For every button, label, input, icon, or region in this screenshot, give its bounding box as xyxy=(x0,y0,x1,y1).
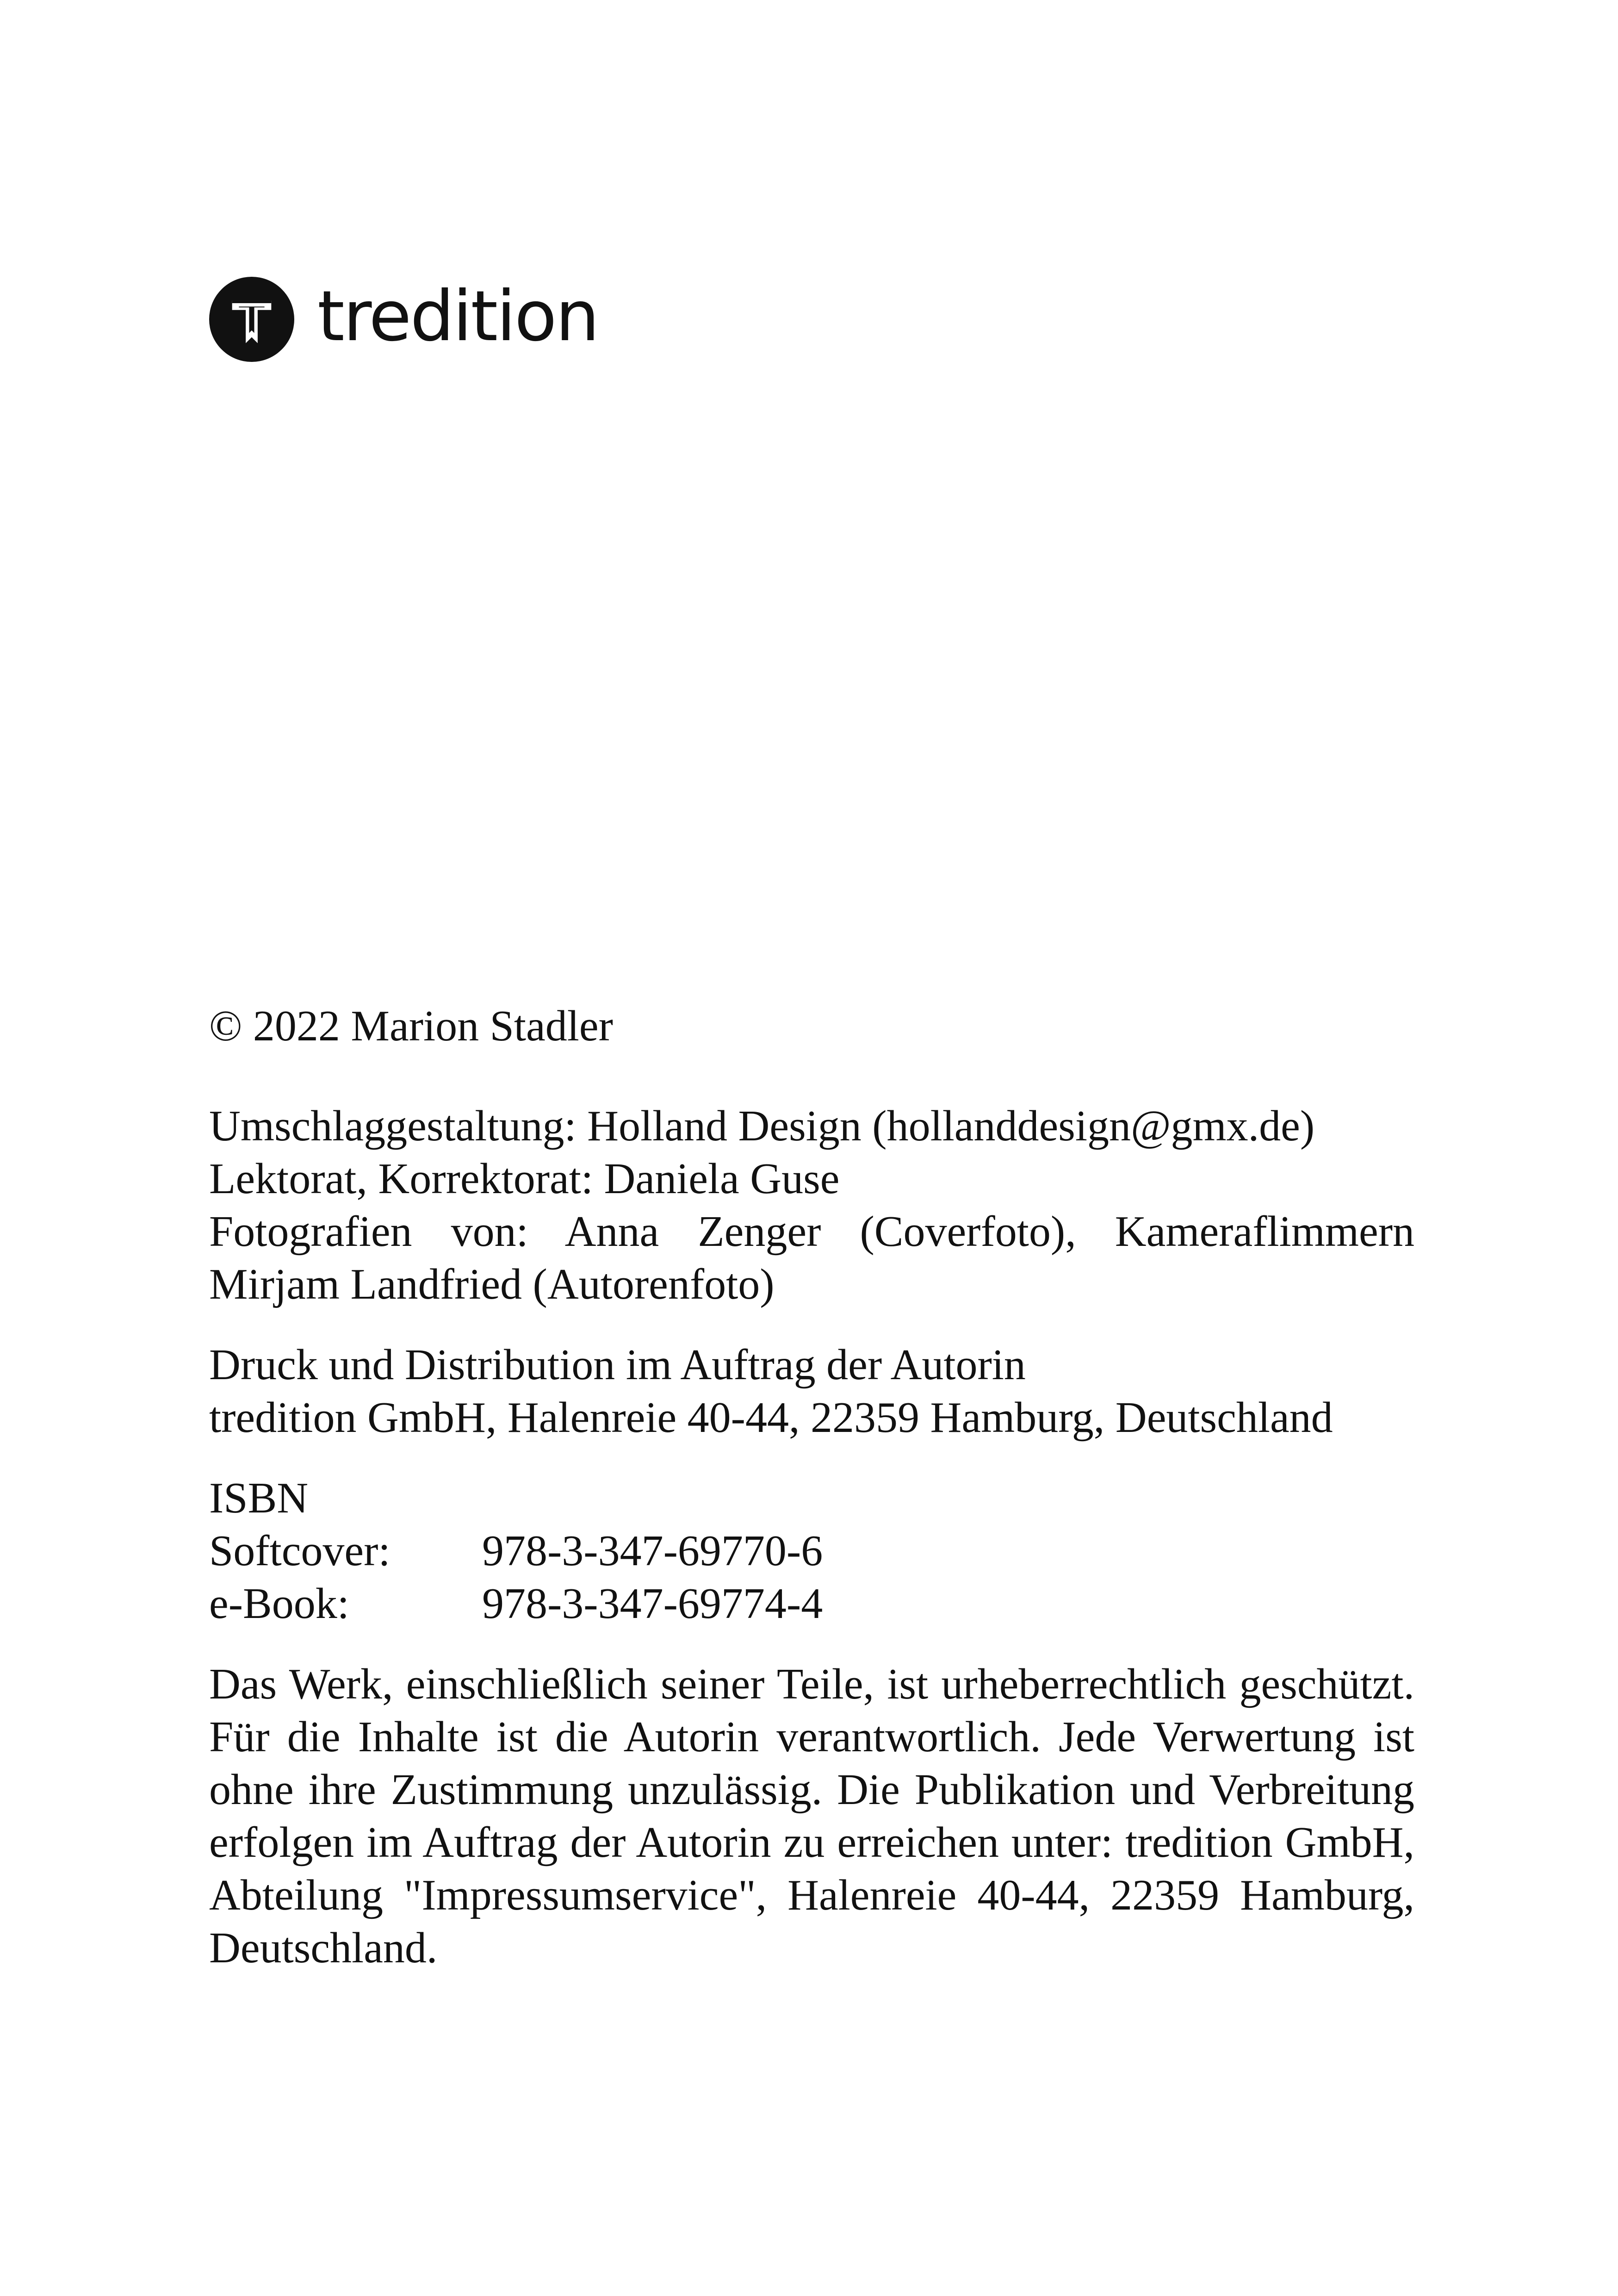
isbn-heading: ISBN xyxy=(209,1474,309,1522)
copyright-line: © 2022 Marion Stadler xyxy=(209,1002,613,1050)
isbn-softcover-value: 978-3-347-69770-6 xyxy=(482,1527,823,1575)
editing-credit-line: Lektorat, Korrektorat: Daniela Guse xyxy=(209,1155,840,1203)
tredition-wordmark: tredition xyxy=(317,276,598,357)
isbn-ebook-value: 978-3-347-69774-4 xyxy=(482,1580,823,1628)
isbn-ebook-row xyxy=(209,1577,1414,1630)
photo-credit-line: Fotografien von: Anna Zenger (Coverfoto), Kameraflimmern xyxy=(209,1207,1414,1256)
publisher-address-line: tredition GmbH, Halenreie 40-44, 22359 Hamburg, Deutschland xyxy=(209,1394,1333,1442)
isbn-ebook-label: e-Book: xyxy=(209,1580,349,1628)
isbn-softcover-row xyxy=(209,1524,1414,1577)
author-photo-credit-line: Mirjam Landfried (Autorenfoto) xyxy=(209,1260,775,1308)
printing-line: Druck und Distribution im Auftrag der Autorin xyxy=(209,1341,1026,1389)
imprint-text-block xyxy=(209,1000,1414,1974)
isbn-softcover-label: Softcover: xyxy=(209,1527,391,1575)
cover-credit-line: Umschlaggestaltung: Holland Design (hollanddesign@gmx.de) xyxy=(209,1102,1315,1150)
copyright-notice-paragraph: Das Werk, einschließlich seiner Teile, ist urheberrechtlich geschützt. Für die Inhalte ist die Autorin verantwortlich. Jede Verwertung ist ohne ihre Zustimmung unzulässig. Die Publikation und Verbreitung erfolgen im Auftrag der Autorin zu erreichen unter: tredition GmbH, Abteilung "Impressumservice", Halenreie 40-44, 22359 Hamburg, Deutschland. xyxy=(209,1660,1414,1972)
tredition-logo xyxy=(209,277,598,362)
tredition-logo-icon xyxy=(209,277,294,362)
